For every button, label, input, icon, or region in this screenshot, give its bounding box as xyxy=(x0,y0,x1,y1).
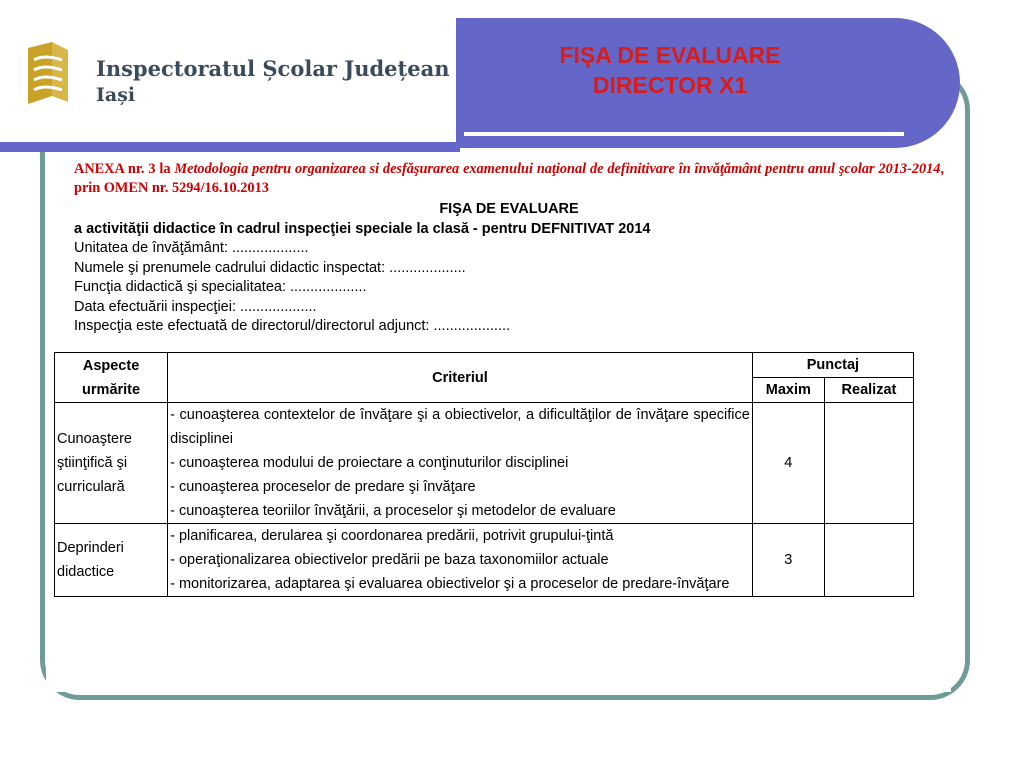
annex-methodology: Metodologia pentru organizarea si desfăşurarea examenului naţional de definitivare în învăţământ pentru anul şcolar 2013-2014 xyxy=(174,161,941,177)
header-underline xyxy=(0,142,460,152)
criterion-item: - monitorizarea, adaptarea şi evaluarea obiectivelor şi a proceselor de predare-învăţare xyxy=(170,576,730,592)
document-header xyxy=(74,200,944,337)
criterion-item: - cunoaşterea teoriilor învăţării, a proceselor şi metodelor de evaluare xyxy=(170,503,616,519)
annex-prefix: ANEXA nr. 3 la xyxy=(74,161,175,177)
criterion-item: - operaţionalizarea obiectivelor predării pe baza taxonomiilor actuale xyxy=(170,552,609,568)
achieved-score-cell[interactable] xyxy=(824,403,913,524)
document-heading: FIŞA DE EVALUARE xyxy=(439,201,579,217)
title-line-1: FIŞA DE EVALUARE xyxy=(559,42,781,68)
max-score-cell: 4 xyxy=(752,403,824,524)
criterion-item: - cunoaşterea proceselor de predare şi învăţare xyxy=(170,479,476,495)
field-function: Funcţia didactică şi specialitatea: ................... xyxy=(74,279,367,295)
header-aspects: Aspecte urmărite xyxy=(55,353,168,403)
evaluation-table xyxy=(54,352,914,597)
header-criterion: Criteriul xyxy=(168,353,753,403)
achieved-score-cell[interactable] xyxy=(824,524,913,597)
criterion-item: - cunoaşterea contextelor de învăţare şi a obiectivelor, a dificultăţilor de învăţare specifice disciplinei xyxy=(170,407,750,447)
table-row xyxy=(55,403,914,524)
field-date: Data efectuării inspecţiei: ................... xyxy=(74,298,317,315)
table-header-row xyxy=(55,353,914,378)
criteria-cell xyxy=(168,524,753,597)
annex-suffix: , prin OMEN nr. 5294/16.10.2013 xyxy=(74,161,945,196)
header-achieved: Realizat xyxy=(824,378,913,403)
document-subheading: a activităţii didactice în cadrul inspecţiei speciale la clasă - pentru DEFNITIVAT 2014 xyxy=(74,220,651,237)
criterion-item: - cunoaşterea modului de proiectare a conţinuturilor disciplinei xyxy=(170,455,569,471)
slide-title xyxy=(480,40,860,100)
org-city: Iași xyxy=(96,84,136,106)
org-name: Inspectoratul Școlar Județean xyxy=(96,56,450,81)
table-row xyxy=(55,524,914,597)
field-teacher-name: Numele şi prenumele cadrului didactic inspectat: ................... xyxy=(74,259,466,276)
criteria-cell xyxy=(168,403,753,524)
annex-reference xyxy=(74,160,944,198)
field-inspector: Inspecţia este efectuată de directorul/directorul adjunct: ................... xyxy=(74,318,511,334)
criterion-item: - planificarea, derularea şi coordonarea predării, potrivit grupului-ţintă xyxy=(170,528,614,544)
header-max: Maxim xyxy=(752,378,824,403)
max-score-cell: 3 xyxy=(752,524,824,597)
isj-logo-icon xyxy=(22,38,74,110)
aspect-cell: Cunoaştere ştiinţifică şi curriculară xyxy=(55,403,168,524)
field-unit: Unitatea de învăţământ: ................... xyxy=(74,240,309,256)
banner-rule xyxy=(464,132,904,136)
aspect-cell: Deprinderi didactice xyxy=(55,524,168,597)
title-line-2: DIRECTOR X1 xyxy=(592,72,748,98)
header-score: Punctaj xyxy=(752,353,913,378)
